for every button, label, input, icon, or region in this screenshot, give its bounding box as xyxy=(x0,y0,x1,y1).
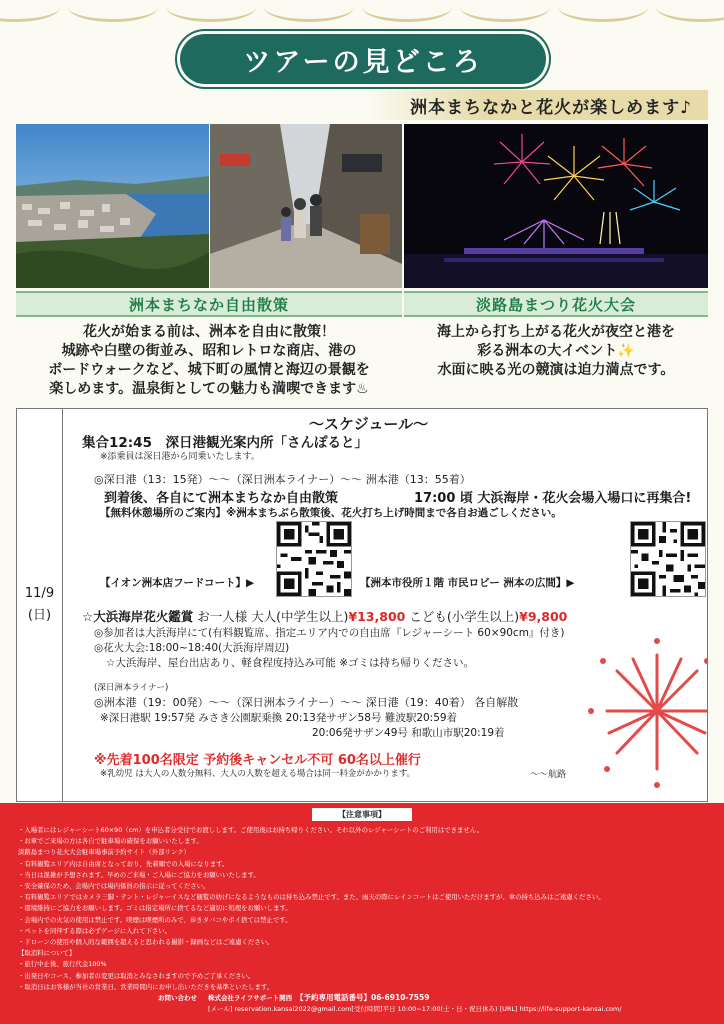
notice-item: ・旅行中止後、旅行代金100% xyxy=(18,960,107,969)
rest-area-city-hall: 【洲本市役所１階 市民ロビー 洲本の広間】▶ xyxy=(360,577,575,589)
notice-item: ・お車でご来場の方は各自で駐車場の確保をお願いいたします。 xyxy=(18,837,203,846)
notice-item: ・ペットを同伴する際は必ずゲージに入れて下さい。 xyxy=(18,926,172,935)
stall-note: ☆大浜海岸、屋台出店あり、軽食程度持込み可能 ※ゴミは持ち帰りください。 xyxy=(106,657,475,669)
caption-fireworks-label: 淡路島まつり花火大会 xyxy=(475,295,636,314)
schedule-box xyxy=(16,408,708,802)
schedule-heading: 〜スケジュール〜 xyxy=(309,415,429,433)
notice-item: ・安全確保のため、会場内では場内係員の指示に従ってください。 xyxy=(18,882,210,891)
schedule-body xyxy=(64,409,707,801)
top-arc-decoration xyxy=(264,0,354,22)
arrival-info: 到着後、各自にて洲本まちなか自由散策 xyxy=(104,491,339,506)
train-line-1: ※深日港駅 19:57発 みさき公園駅乗換 20:13発サザン58号 難波駅20:59着 xyxy=(100,712,458,724)
meeting-info: 集合12:45 深日港観光案内所「さんぽると」 xyxy=(82,435,368,451)
weekday: (日) xyxy=(27,608,52,623)
description-line: 水面に映る光の競演は迫力満点です。 xyxy=(437,362,675,378)
notice-item: ・有料観覧エリアではカメラ三脚・テント・レジャーイスなど観覧の妨げになるようなものは持ち込み禁止です。また、雨天の際にレインコートはご使用いただけますが、傘の持ち込みはご遠慮ください。 xyxy=(18,893,605,902)
fireworks-photo xyxy=(404,124,708,288)
page-title-banner xyxy=(180,34,546,84)
top-arc-decoration xyxy=(68,0,158,22)
route-back: ◎洲本港（19：00発）〜〜（深日洲本ライナー）〜〜 深日港（19：40着） 各自解散 xyxy=(94,696,519,709)
sumoto-city-view-photo xyxy=(16,124,209,288)
notice-item: ・出発日やコース、参加者の変更は取消とみなされますので予めご了承ください。 xyxy=(18,971,255,980)
notice-item: ・有料観覧エリア内は自由席となっており、先着順での入場になります。 xyxy=(18,859,229,868)
price-adult-label: お一人様 大人(中学生以上) xyxy=(197,609,349,624)
capacity-limit: ※先着100名限定 予約後キャンセル不可 60名以上催行 xyxy=(94,753,421,768)
rest-area-aeon: 【イオン洲本店フードコート】▶ xyxy=(100,577,255,589)
price-adult: ¥13,800 xyxy=(348,609,406,624)
notice-item: ・取消日はお客様が当社の営業日、営業時間内にお申し出いただきを基準といたします。 xyxy=(18,982,274,991)
notice-item: ・環境維持にご協力をお願いします。ゴミは指定場所に捨てるなど適切に処理をお願いします。 xyxy=(18,904,292,913)
top-arc-decoration xyxy=(166,0,256,22)
price-child-label: こども(小学生以上) xyxy=(409,609,520,624)
notice-item: ・入場者にはレジャーシート60×90（cm）を申込者分受付でお渡しします。ご使用後はお持ち帰りください。それ以外のレジャーシートのご利用はできません。 xyxy=(18,826,483,834)
cancellation-heading: 【取消料について】 xyxy=(18,949,76,958)
event-time: ◎花火大会:18:00~18:40(大浜海岸周辺) xyxy=(94,642,290,654)
top-arc-decoration xyxy=(656,0,724,22)
phone-number[interactable]: 【予約専用電話番号】06-6910-7559 xyxy=(296,993,430,1002)
top-arc-decoration xyxy=(460,0,550,22)
meeting-note: ※添乗員は深日港から同乗いたします。 xyxy=(100,452,260,462)
description-line: 楽しめます。温泉街としての魅力も満喫できます♨ xyxy=(49,381,369,397)
sumoto-stroll-description xyxy=(16,323,402,399)
seat-note: ◎参加者は大浜海岸にて(有料観覧席、指定エリア内での自由席『レジャーシート 60×90cm』付き) xyxy=(94,627,565,639)
top-arc-decoration xyxy=(362,0,452,22)
description-line: ボードウォークなど、城下町の風情と海辺の景観を xyxy=(48,362,370,378)
qr-code-aeon xyxy=(276,521,352,597)
infant-note: ※乳幼児 は大人の人数分無料、大人の人数を超える場合は同一料金がかかります。 xyxy=(100,769,416,779)
fireworks-title: ☆大浜海岸花火鑑賞 xyxy=(82,609,194,624)
page-title: ツアーの見どころ xyxy=(243,46,483,78)
notice-list xyxy=(18,825,708,993)
notice-item: ・ドローンの使用や個人的な範囲を超えると思われる撮影・録画などはご遠慮ください。 xyxy=(18,938,274,947)
subtitle-band xyxy=(366,90,708,120)
notice-heading: 【注意事項】 xyxy=(312,808,412,821)
regroup-info: 17:00 頃 大浜海岸・花火会場入場口に再集合! xyxy=(414,491,692,506)
description-line: 花火が始まる前は、洲本を自由に散策！ xyxy=(83,324,335,340)
fireworks-price-line xyxy=(82,607,567,625)
company-name: 株式会社ライフサポート関西 xyxy=(208,994,293,1002)
caption-sumoto-stroll-label: 洲本まちなか自由散策 xyxy=(128,295,289,314)
train-line-2: 20:06発サザン49号 和歌山市駅20:19着 xyxy=(312,727,505,739)
fireworks-decoration-icon xyxy=(577,613,707,803)
rest-area-info: 【無料休憩場所のご案内】※洲本まちぶら散策後、花火打ち上げ時間まで各自お過ごしください。 xyxy=(100,507,562,519)
parking-reservation-link[interactable]: 淡路島まつり花火大会駐車場事前予約サイト（外部リンク） xyxy=(18,848,190,857)
qr-code-city-hall xyxy=(630,521,706,597)
contact-mail-url[interactable]: [メール] reservation.kansai2022@gmail.com[受付時間]平日 10:00~17:00(土・日・祝日休み) [URL] https://life-support-kansai.com/ xyxy=(208,1005,622,1013)
fireworks-description xyxy=(404,323,708,380)
date: 11/9 xyxy=(24,586,55,601)
caption-sumoto-stroll xyxy=(16,291,402,317)
date-column xyxy=(17,409,63,801)
price-child: ¥9,800 xyxy=(519,609,568,624)
inquiry-label: お問い合わせ xyxy=(158,994,197,1002)
description-line: 彩る洲本の大イベント✨ xyxy=(477,343,635,359)
notice-item: ・当日は混雑が予想されます。早めのご来場・ご入場にご協力をお願いいたします。 xyxy=(18,870,260,879)
shopping-street-photo xyxy=(210,124,402,288)
notice-footer xyxy=(0,803,724,1024)
description-line: 海上から打ち上がる花火が夜空と港を xyxy=(437,324,675,340)
return-label: (深日洲本ライナー) xyxy=(94,683,169,693)
route-out: ◎深日港（13：15発）〜〜（深日洲本ライナー）〜〜 洲本港（13：55着） xyxy=(94,473,471,486)
sea-route-label: 〜〜航路 xyxy=(530,770,567,780)
caption-fireworks xyxy=(404,291,708,317)
page-subtitle: 洲本まちなかと花火が楽しめます♪ xyxy=(410,97,692,118)
top-arc-decoration xyxy=(558,0,648,22)
notice-item: ・会場内での火気の使用は禁止です。喫煙は喫煙所のみで、歩きタバコやポイ捨ては禁止です。 xyxy=(18,915,292,924)
description-line: 城跡や白壁の街並み、昭和レトロな商店、港の xyxy=(61,343,357,359)
top-arc-decoration xyxy=(0,0,60,22)
